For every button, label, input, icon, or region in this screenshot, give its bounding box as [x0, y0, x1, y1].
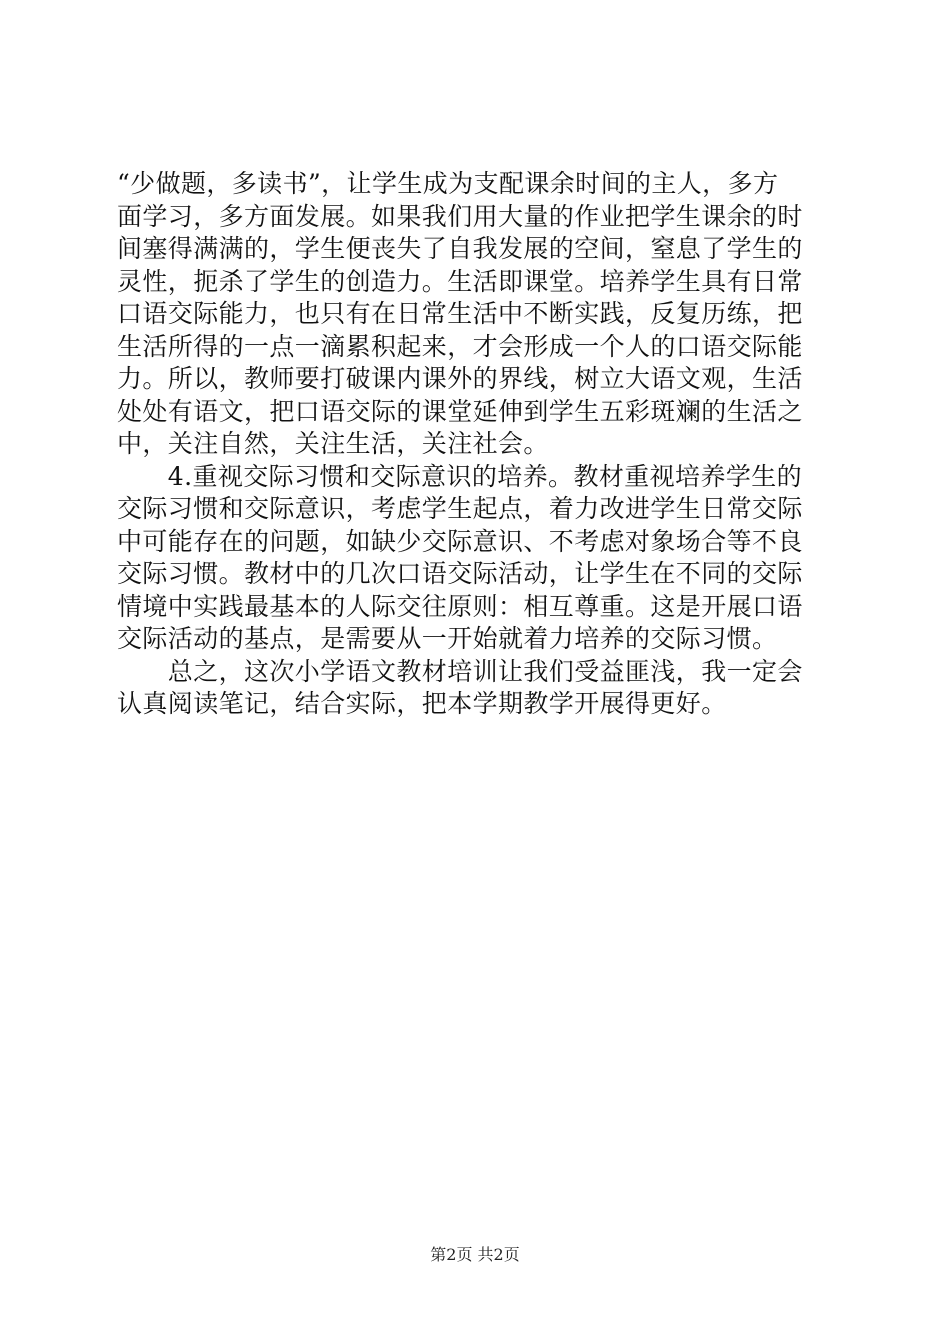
text-line: 4.重视交际习惯和交际意识的培养。教材重视培养学生的 [117, 461, 803, 491]
text-line: 面学习，多方面发展。如果我们用大量的作业把学生课余的时 [117, 201, 803, 231]
text-line: “少做题，多读书”，让学生成为支配课余时间的主人，多方 [117, 169, 779, 198]
text-line: 生活所得的一点一滴累积起来，才会形成一个人的口语交际能 [117, 331, 803, 361]
text-line: 交际习惯和交际意识，考虑学生起点，着力改进学生日常交际 [117, 494, 803, 523]
text-line: 总之，这次小学语文教材培训让我们受益匪浅，我一定会 [117, 656, 803, 686]
text-line: 中，关注自然，关注生活，关注社会。 [117, 429, 549, 458]
text-line: 交际习惯。教材中的几次口语交际活动，让学生在不同的交际 [117, 559, 803, 588]
text-line: 中可能存在的问题，如缺少交际意识、不考虑对象场合等不良 [117, 526, 803, 556]
text-line: 口语交际能力，也只有在日常生活中不断实践，反复历练，把 [117, 299, 803, 328]
text-line: 情境中实践最基本的人际交往原则：相互尊重。这是开展口语 [117, 591, 803, 621]
text-line: 交际活动的基点，是需要从一开始就着力培养的交际习惯。 [117, 624, 778, 653]
text-line: 认真阅读笔记，结合实际，把本学期教学开展得更好。 [117, 689, 727, 718]
page-number-footer: 第2页 共2页 [430, 1245, 520, 1264]
text-line: 灵性，扼杀了学生的创造力。生活即课堂。培养学生具有日常 [117, 266, 803, 296]
text-line: 力。所以，教师要打破课内课外的界线，树立大语文观，生活 [117, 364, 803, 393]
text-line: 处处有语文，把口语交际的课堂延伸到学生五彩斑斓的生活之 [117, 396, 803, 426]
text-line: 间塞得满满的，学生便丧失了自我发展的空间，窒息了学生的 [117, 234, 803, 263]
document-body [117, 168, 833, 721]
